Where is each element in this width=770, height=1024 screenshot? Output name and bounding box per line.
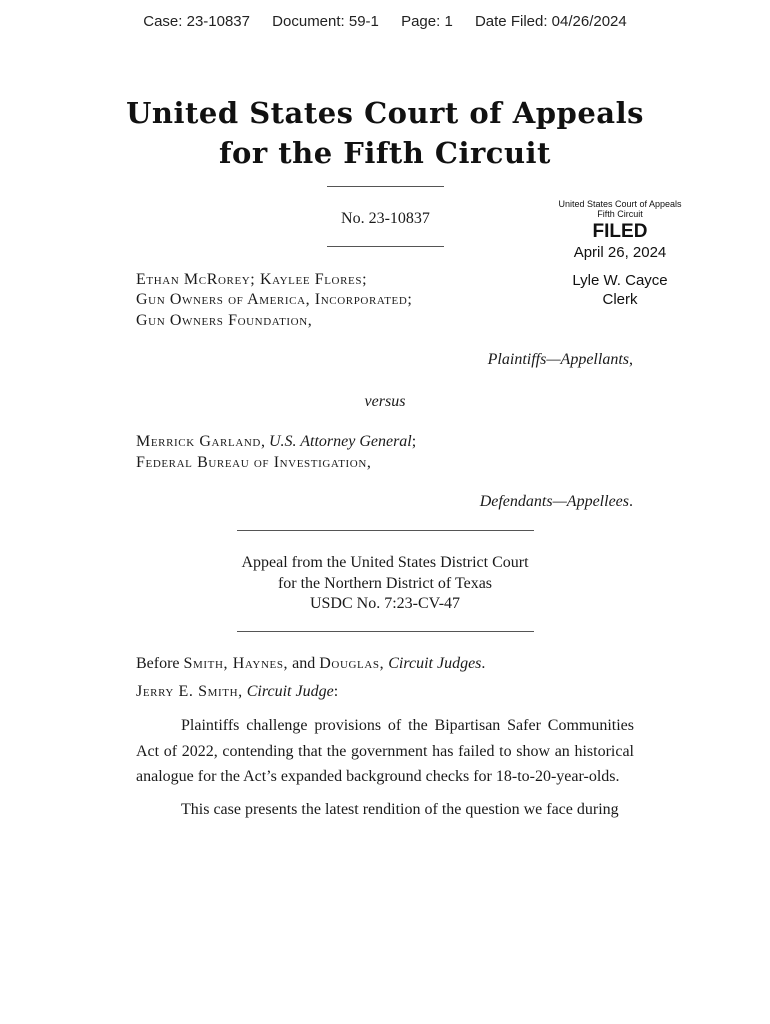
case-header [0,13,770,30]
paragraph: This case presents the latest rendition of the question we face during [181,801,619,818]
defendants-line2: Federal Bureau of Investigation, [136,454,372,471]
stamp-clerk-name: Lyle W. Cayce [572,272,668,289]
stamp-clerk-title: Clerk [602,291,638,308]
plaintiffs-line1: Ethan McRorey; Kaylee Flores; [136,271,368,288]
defendant-name: Merrick Garland [136,433,261,450]
date-filed: Date Filed: 04/26/2024 [474,13,627,30]
author-name: Jerry E. Smith, [136,683,243,700]
plaintiffs-line3: Gun Owners Foundation, [136,312,313,329]
stamp-filed: FILED [592,221,648,242]
divider [327,246,444,247]
appeal-line2: for the Northern District of Texas [277,575,493,592]
paragraph: Plaintiffs challenge provisions of the Bipartisan Safer Communities Act of 2022, contending that the government has failed to show an historical analogue for the Act’s expanded background checks for 18-to-20-year-olds. [136,717,634,785]
court-title-line1: United States Court of Appeals [126,96,644,130]
stamp-date: April 26, 2024 [573,244,667,261]
panel-judges: Smith, Haynes, [183,655,289,672]
page-number: Page: 1 [401,13,453,30]
appeal-line3: USDC No. 7:23-CV-47 [309,595,461,612]
panel-judge-3: Douglas, [319,655,385,672]
divider [237,631,534,632]
appeal-line1: Appeal from the United States District Court [241,554,529,571]
plaintiffs-line2: Gun Owners of America, Incorporated; [136,291,413,308]
defendants-line1: Merrick Garland, U.S. Attorney General; [136,433,417,450]
author-line: Jerry E. Smith, Circuit Judge: [136,683,339,700]
stamp-circuit: Fifth Circuit [597,209,643,219]
author-title: Circuit Judge [246,683,334,700]
divider [237,530,534,531]
plaintiffs-role: Plaintiffs—Appellants, [487,351,633,368]
versus: versus [364,393,406,410]
panel-line: Before Smith, Haynes, and Douglas, Circuit Judges. [136,655,486,672]
document-number: Document: 59-1 [272,13,379,30]
court-title-line2: for the Fifth Circuit [219,136,551,170]
case-number: Case: 23-10837 [143,13,250,30]
defendant-title: U.S. Attorney General [268,433,412,450]
defendants-role: Defendants—Appellees. [479,493,633,510]
panel-title: Circuit Judges [388,655,482,672]
divider [327,186,444,187]
docket-number: No. 23-10837 [341,210,430,227]
stamp-court: United States Court of Appeals [558,199,682,209]
